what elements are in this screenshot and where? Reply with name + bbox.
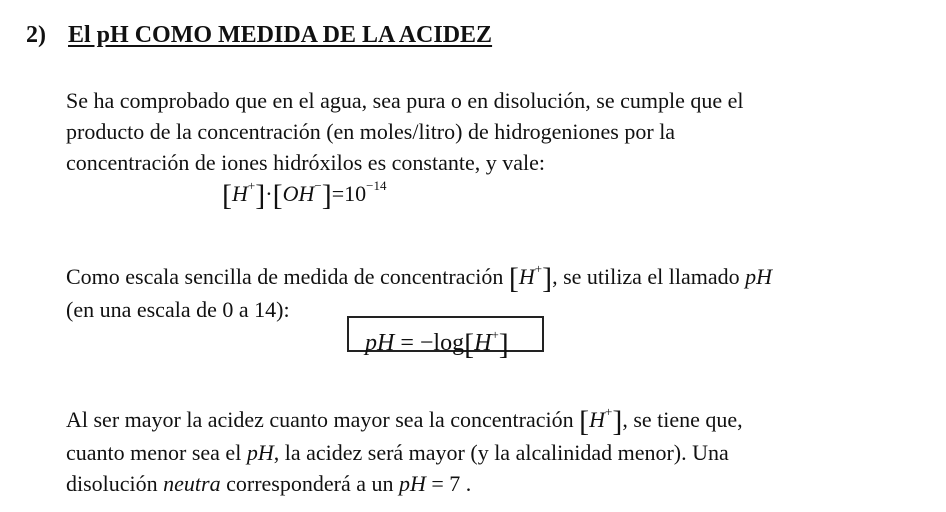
- h-concentration: [H+]: [508, 261, 553, 295]
- paragraph-line: Como escala sencilla de medida de concentración [H+], se utiliza el llamado pH: [66, 261, 773, 295]
- paragraph-line: disolución neutra corresponderá a un pH = 7 .: [66, 471, 472, 496]
- equals-sign: =: [331, 181, 345, 206]
- paragraph-line: cuanto menor sea el pH, la acidez será mayor (y la alcalinidad menor). Una: [66, 440, 729, 465]
- paragraph-line: Al ser mayor la acidez cuanto mayor sea la concentración [H+], se tiene que,: [66, 404, 743, 438]
- ionic-product-equation: $[H^+]\cdot[OH^-]=10^{-14}$: [222, 178, 387, 212]
- power-base: 10: [344, 181, 367, 206]
- paragraph-water-product: [66, 85, 744, 178]
- h-symbol: H: [232, 181, 248, 206]
- paragraph-line: concentración de iones hidróxilos es constante, y vale:: [66, 150, 545, 175]
- paragraph-acidity: [66, 396, 743, 499]
- paragraph-ph-scale: [66, 253, 772, 325]
- paragraph-line: (en una escala de 0 a 14):: [66, 297, 290, 322]
- section-heading: [26, 22, 492, 49]
- power-exponent: −14: [366, 178, 387, 193]
- h-concentration: [H+]: [579, 404, 623, 438]
- section-number: 2): [26, 22, 46, 48]
- oh-symbol: OH: [282, 181, 315, 206]
- paragraph-line: producto de la concentración (en moles/litro) de hidrogeniones por la: [66, 119, 676, 144]
- dot-operator: ·: [265, 181, 273, 206]
- ph-definition-box: pH = −log[H+]: [347, 316, 544, 352]
- paragraph-line: Se ha comprobado que en el agua, sea pura o en disolución, se cumple que el: [66, 88, 744, 113]
- section-title: El pH COMO MEDIDA DE LA ACIDEZ: [68, 22, 493, 48]
